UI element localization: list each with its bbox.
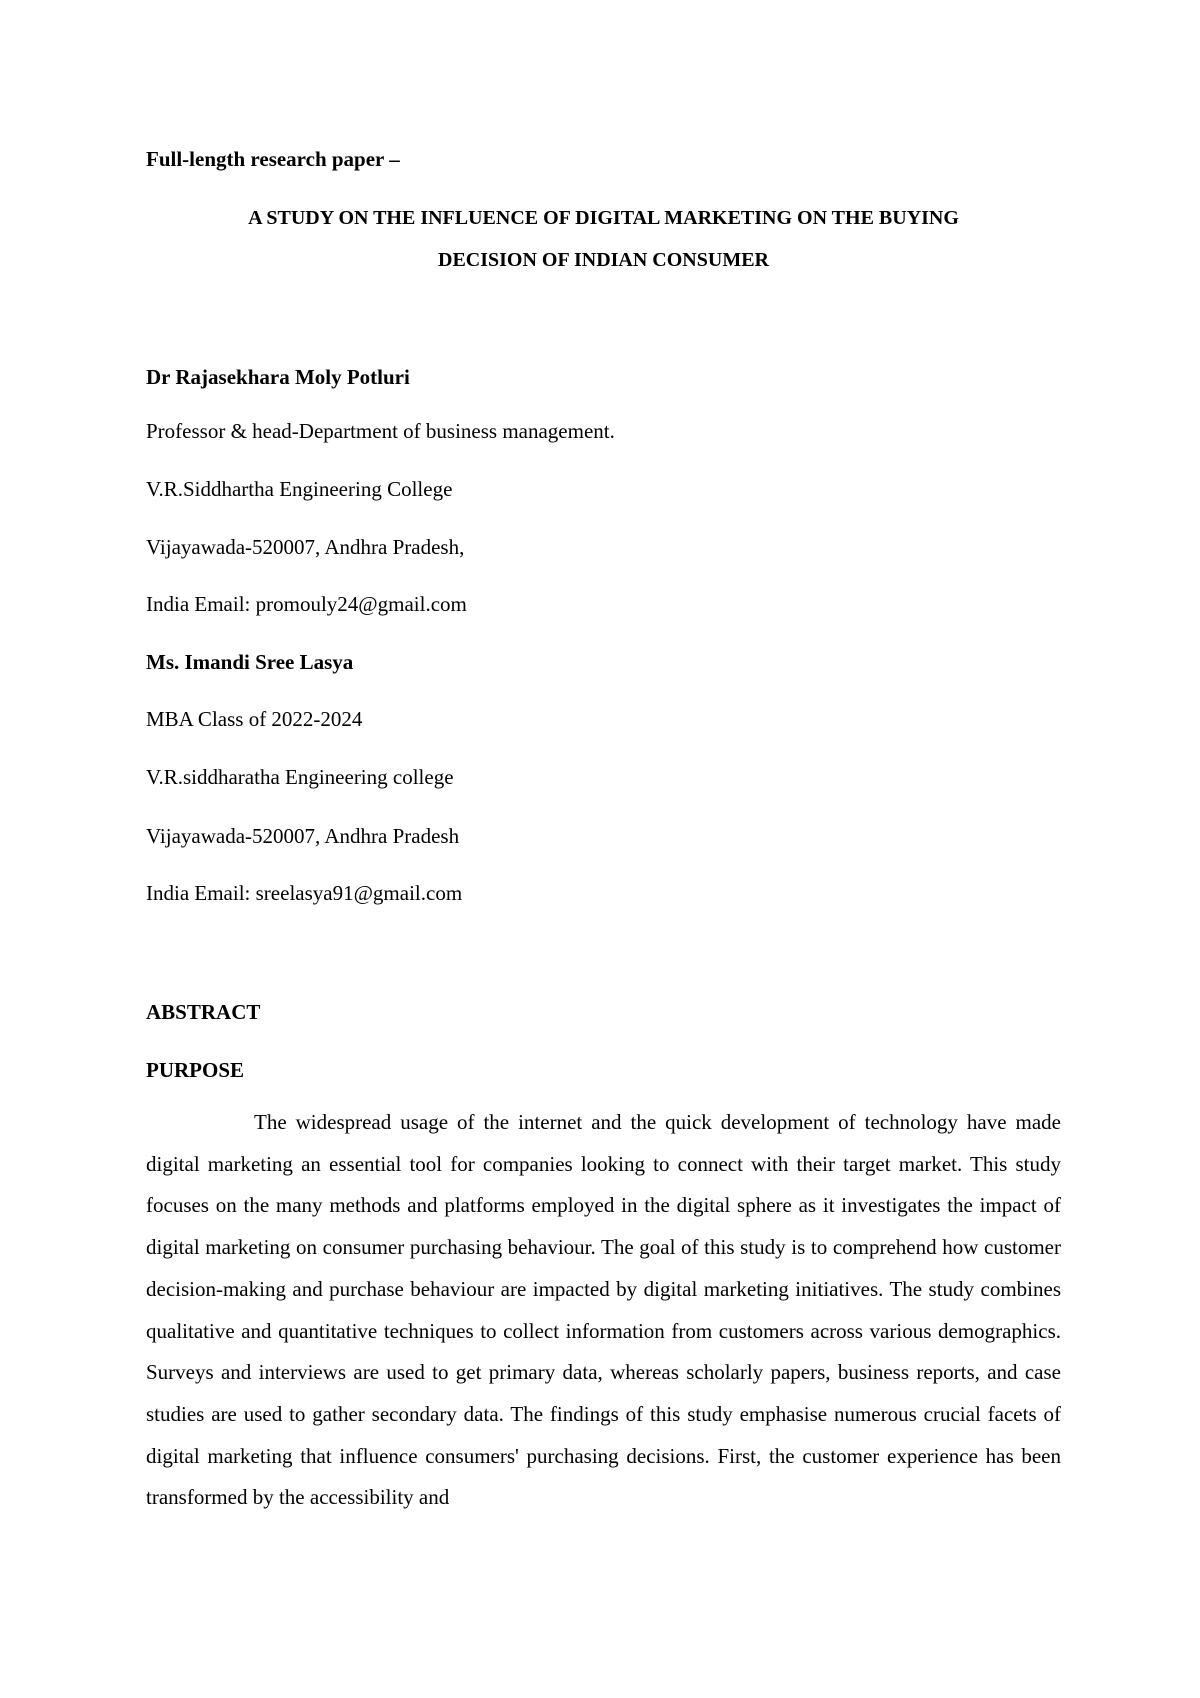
paper-title — [146, 197, 1061, 281]
author-1-role: Professor & head-Department of business management. — [146, 419, 615, 443]
author-2-email: India Email: sreelasya91@gmail.com — [146, 881, 463, 905]
author-1-email: India Email: promouly24@gmail.com — [146, 592, 467, 616]
author-2-role: MBA Class of 2022-2024 — [146, 707, 363, 731]
author-1-institution: V.R.Siddhartha Engineering College — [146, 477, 453, 501]
abstract-text: The widespread usage of the internet and the quick development of technology have made digital marketing an essential tool for companies looking to connect with their target market. This study focuses on the many methods and platforms employed in the digital sphere as it investigates the impact of digital marketing on consumer purchasing behaviour. The goal of this study is to comprehend how customer decision-making and purchase behaviour are impacted by digital marketing initiatives. The study combines qualitative and quantitative techniques to collect information from customers across various demographics. Surveys and interviews are used to get primary data, whereas scholarly papers, business reports, and case studies are used to gather secondary data. The findings of this study emphasise numerous crucial facets of digital marketing that influence consumers' purchasing decisions. First, the customer experience has been transformed by the accessibility and — [146, 1110, 1061, 1510]
abstract-paragraph — [146, 1102, 1061, 1519]
abstract-heading: ABSTRACT — [146, 1000, 261, 1024]
author-2-name: Ms. Imandi Sree Lasya — [146, 650, 354, 674]
author-2-address: Vijayawada-520007, Andhra Pradesh — [146, 824, 460, 848]
author-2-institution: V.R.siddharatha Engineering college — [146, 765, 454, 789]
paper-title-line-2: DECISION OF INDIAN CONSUMER — [438, 249, 769, 271]
author-1-address: Vijayawada-520007, Andhra Pradesh, — [146, 535, 465, 559]
paper-title-line-1: A STUDY ON THE INFLUENCE OF DIGITAL MARKETING ON THE BUYING — [248, 207, 959, 229]
paper-type-label: Full-length research paper – — [146, 147, 400, 171]
purpose-subheading: PURPOSE — [146, 1058, 245, 1082]
author-1-name: Dr Rajasekhara Moly Potluri — [146, 365, 410, 389]
